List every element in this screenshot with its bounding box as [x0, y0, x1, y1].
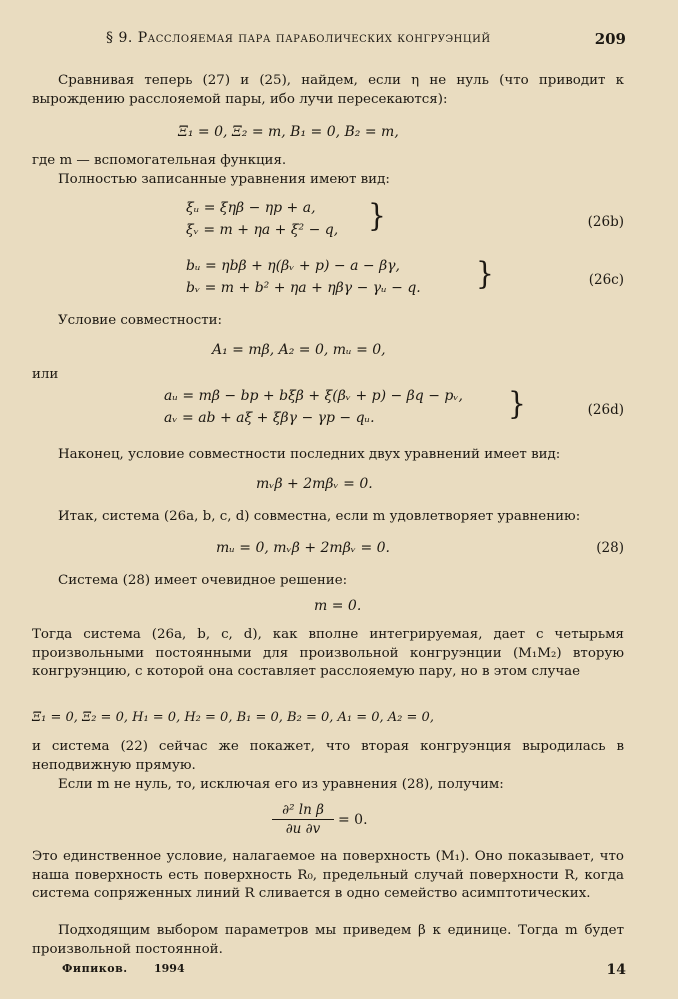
- equation-26d-line-2: aᵥ = ab + aξ + ξβγ − γp − qᵤ.: [164, 410, 375, 426]
- paragraph-7: Итак, система (26a, b, c, d) совместна, если m удовлетворяет уравнению:: [58, 509, 581, 524]
- equation-26c-line-1: bᵤ = ηbβ + η(βᵥ + p) − a − βγ,: [186, 258, 400, 274]
- equation-2: A₁ = mβ, A₂ = 0, mᵤ = 0,: [212, 342, 386, 358]
- equation-26b-line-1: ξᵤ = ξηβ − ηp + a,: [186, 200, 316, 216]
- running-header: [32, 30, 626, 52]
- equation-1: Ξ₁ = 0, Ξ₂ = m, B₁ = 0, B₂ = m,: [178, 124, 399, 140]
- fraction-equation: [272, 802, 334, 837]
- paragraph-9: Тогда система (26a, b, c, d), как вполне интегрируемая, дает с четырьмя произвольными постоянными для произвольной конгруэнции (M₁M₂) вторую конгруэнцию, с которой она составляет расслояемую пару, но в этом случае: [32, 627, 624, 679]
- fraction-equation-rhs: = 0.: [338, 812, 368, 828]
- paragraph-1: Сравнивая теперь (27) и (25), найдем, если η не нуль (что приводит к вырождению расслояемой пары, ибо лучи пересекаются):: [32, 73, 624, 107]
- equation-26d-line-1: aᵤ = mβ − bp + bξβ + ξ(βᵥ + p) − βq − pᵥ,: [164, 388, 463, 404]
- footer-signature-mark: 14: [606, 962, 626, 978]
- equation-number-26c: (26c): [588, 272, 624, 288]
- footer-year: 1994: [154, 962, 185, 975]
- equation-number-26d: (26d): [587, 402, 624, 418]
- equation-number-26b: (26b): [587, 214, 624, 230]
- paragraph-2: где m — вспомогательная функция.: [32, 153, 287, 168]
- right-brace-26b: }: [368, 197, 386, 234]
- fraction-denominator: ∂u ∂v: [285, 821, 321, 837]
- equation-26c-line-2: bᵥ = m + b² + ηa + ηβγ − γᵤ − q.: [186, 280, 421, 296]
- paragraph-5: или: [32, 367, 59, 382]
- equation-28: mᵤ = 0, mᵥβ + 2mβᵥ = 0.: [216, 540, 390, 556]
- fraction-bar: [272, 819, 334, 820]
- right-brace-26c: }: [476, 255, 494, 292]
- page-number: 209: [594, 30, 626, 48]
- equation-5: Ξ₁ = 0, Ξ₂ = 0, H₁ = 0, H₂ = 0, B₁ = 0, B₂ = 0, A₁ = 0, A₂ = 0,: [32, 710, 434, 725]
- paragraph-6: Наконец, условие совместности последних двух уравнений имеет вид:: [58, 447, 561, 462]
- paragraph-8: Система (28) имеет очевидное решение:: [58, 573, 348, 588]
- right-brace-26d: }: [508, 385, 526, 422]
- paragraph-12: Это единственное условие, налагаемое на поверхность (M₁). Оно показывает, что наша поверхность есть поверхность R₀, предельный случай поверхности R, когда система сопряженных линий R сливается в одно семейство асимптотических.: [32, 849, 624, 901]
- section-title: § 9. Расслояемая пара параболических конгруэнций: [106, 30, 491, 46]
- paragraph-3: Полностью записанные уравнения имеют вид:: [58, 172, 390, 187]
- fraction-numerator: ∂² ln β: [282, 802, 324, 818]
- footer-publisher: Фипиков.: [62, 962, 128, 975]
- paragraph-13: Подходящим выбором параметров мы приведем β к единице. Тогда m будет произвольной постоянной.: [32, 923, 624, 957]
- paragraph-11: Если m не нуль, то, исключая его из уравнения (28), получим:: [58, 777, 504, 792]
- equation-3: mᵥβ + 2mβᵥ = 0.: [256, 476, 373, 492]
- equation-4: m = 0.: [314, 598, 362, 614]
- equation-number-28: (28): [596, 540, 624, 556]
- equation-26b-line-2: ξᵥ = m + ηa + ξ² − q,: [186, 222, 339, 238]
- paragraph-10: и система (22) сейчас же покажет, что вторая конгруэнция выродилась в неподвижную прямую.: [32, 739, 624, 773]
- paragraph-4: Условие совместности:: [58, 313, 223, 328]
